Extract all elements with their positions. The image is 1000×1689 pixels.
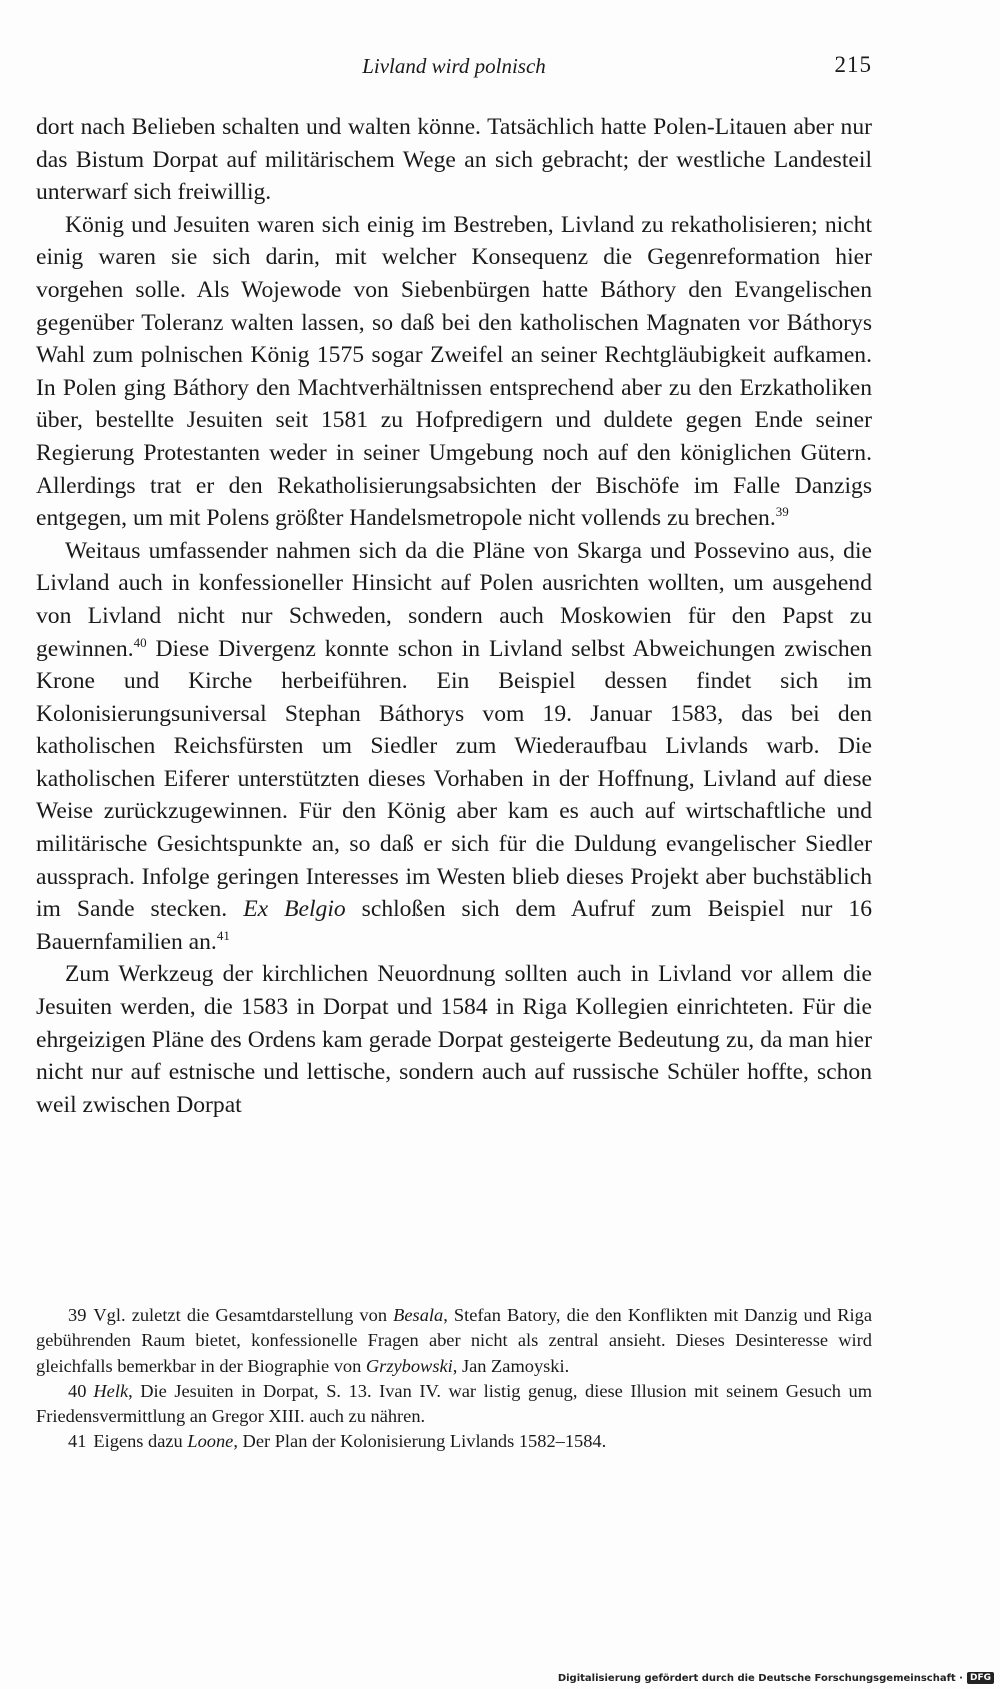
footnote-number: 41 [68, 1431, 87, 1452]
footnote-number: 40 [68, 1380, 87, 1401]
footnote-ref-40[interactable]: 40 [133, 634, 147, 650]
running-head [36, 52, 872, 84]
author-name: Loone [187, 1431, 234, 1452]
digitization-note: Digitalisierung gefördert durch die Deutsche Forschungsgemeinschaft · [557, 1672, 963, 1684]
paragraph-3: Weitaus umfassender nahmen sich da die Pläne von Skarga und Possevino aus, die Livland auch in konfessioneller Hinsicht auf Polen ausrichten wollten, um ausgehend von Livland nicht nur Schweden, sondern auch Moskowien für den Papst zu gewinnen.$^{40}$ Diese Divergenz konnte schon in Livland selbst Abweichungen zwischen Krone und Kirche herbeiführen. Ein Beispiel dessen findet sich im Kolonisierungsuniversal Stephan Báthorys vom 19. Januar 1583, das bei den katholischen Reichsfürsten um Siedler zum Wiederaufbau Livlands warb. Die katholischen Eiferer unterstützten dieses Vorhaben in der Hoffnung, Livland auf diese Weise zurückzugewinnen. Für den König aber kam es auch auf wirtschaftliche und militärische Gesichtspunkte an, so daß er sich für die Duldung evangelischer Siedler aussprach. Infolge geringen Interesses im Westen blieb dieses Projekt aber buchstäblich im Sande stecken. Ex Belgio schloßen sich dem Aufruf zum Beispiel nur 16 Bauernfamilien an.$^{41}$ [36, 537, 872, 955]
author-name: Besala [393, 1305, 444, 1325]
footnote-41: 41 Eigens dazu Loone, Der Plan der Kolonisierung Livlands 1582–1584. [68, 1431, 607, 1452]
footnote-number: 39 [68, 1305, 87, 1325]
paragraph-4: Zum Werkzeug der kirchlichen Neuordnung sollten auch in Livland vor allem die Jesuiten werden, die 1583 in Dorpat und 1584 in Riga Kollegien einrichteten. Für die ehrgeizigen Pläne des Ordens kam gerade Dorpat gesteigerte Bedeutung zu, da man hier nicht nur auf estnische und lettische, sondern auch auf russische Schüler hoffte, schon weil zwischen Dorpat [36, 961, 872, 1118]
author-name: Grzybowski [365, 1355, 453, 1376]
footnote-ref-39[interactable]: 39 [775, 504, 789, 520]
body-text [36, 111, 872, 1121]
footnotes [36, 1303, 872, 1455]
footnote-39: 39 Vgl. zuletzt die Gesamtdarstellung von Besala, Stefan Batory, die den Konflikten mit Danzig und Riga gebührenden Raum bietet, konfessionelle Fragen aber nicht als zentral ansieht. Dieses Desinteresse wird gleichfalls bemerkbar in der Biographie von Grzybowski, Jan Zamoyski. [36, 1305, 872, 1376]
author-name: Helk [93, 1380, 129, 1401]
page-number: 215 [834, 52, 872, 77]
italic-phrase-ex-belgio: Ex Belgio [243, 896, 346, 923]
dfg-logo-icon: DFG [967, 1672, 994, 1684]
paragraph-1: dort nach Belieben schalten und walten könne. Tatsächlich hatte Polen-Litauen aber nur das Bistum Dorpat auf militärischem Wege an sich gebracht; der westliche Landesteil unterwarf sich freiwillig. [36, 114, 872, 206]
footnote-40: 40 Helk, Die Jesuiten in Dorpat, S. 13. Ivan IV. war listig genug, diese Illusion mit seinem Gesuch um Friedensvermittlung an Gregor XIII. auch zu nähren. [36, 1380, 872, 1427]
paragraph-2: König und Jesuiten waren sich einig im Bestreben, Livland zu rekatholisieren; nicht einig waren sie sich darin, mit welcher Konsequenz die Gegenreformation hier vorgehen solle. Als Wojewode von Siebenbürgen hatte Báthory den Evangelischen gegenüber Toleranz walten lassen, so daß bei den katholischen Magnaten vor Báthorys Wahl zum polnischen König 1575 sogar Zweifel an seiner Rechtgläubigkeit aufkamen. In Polen ging Báthory den Machtverhältnissen entsprechend aber zu den Erzkatholiken über, bestellte Jesuiten seit 1581 zu Hofpredigern und duldete gegen Ende seiner Regierung Protestanten weder in seiner Umgebung noch auf den königlichen Gütern. Allerdings trat er den Rekatholisierungsabsichten der Bischöfe im Falle Danzigs entgegen, um mit Polens größter Handelsmetropole nicht vollends zu brechen.$^{39}$ [36, 211, 872, 532]
footnote-ref-41[interactable]: 41 [216, 927, 230, 943]
digitization-banner [558, 1670, 994, 1686]
running-title: Livland wird polnisch [362, 54, 546, 78]
